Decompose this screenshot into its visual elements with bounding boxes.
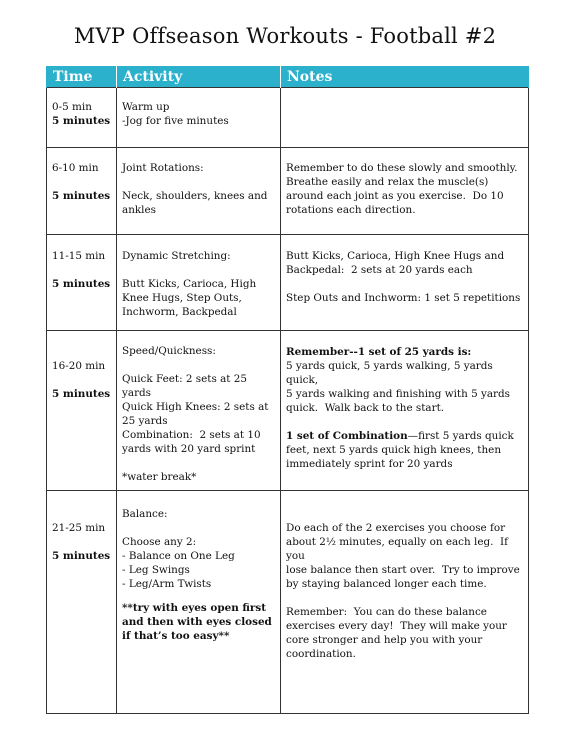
time-cell: [47, 331, 117, 491]
activity-line: -Jog for five minutes: [122, 115, 229, 127]
activity-line: Inchworm, Backpedal: [122, 306, 237, 318]
activity-line: Combination: 2 sets at 10: [122, 429, 261, 441]
activity-line: [122, 521, 275, 535]
table-row: [47, 235, 529, 331]
activity-line: Neck, shoulders, knees and: [122, 190, 268, 202]
notes-line: exercises every day! They will make your: [286, 620, 507, 632]
activity-cell: [117, 491, 281, 714]
duration: 5 minutes: [52, 550, 111, 562]
time-cell: [47, 491, 117, 714]
activity-line: - Leg Swings: [122, 564, 190, 576]
time-range: 0-5 min: [52, 101, 92, 113]
activity-line: Dynamic Stretching:: [122, 250, 231, 262]
table-row: [47, 331, 529, 491]
time-cell: [47, 88, 117, 148]
time-range: 11-15 min: [52, 250, 106, 262]
activity-line: [122, 456, 275, 470]
activity-line: yards with 20 yard sprint: [122, 443, 256, 455]
notes-heading: Remember--1 set of 25 yards is:: [286, 346, 472, 358]
activity-note: **try with eyes open first: [122, 602, 267, 614]
activity-line: Quick High Knees: 2 sets at: [122, 401, 269, 413]
duration: 5 minutes: [52, 190, 111, 202]
duration: 5 minutes: [52, 388, 111, 400]
duration: 5 minutes: [52, 278, 111, 290]
time-cell: [47, 235, 117, 331]
table-row: [47, 88, 529, 148]
duration: 5 minutes: [52, 115, 111, 127]
activity-line: Balance:: [122, 508, 168, 520]
column-header-notes: Notes: [281, 66, 529, 88]
activity-line: Warm up: [122, 101, 170, 113]
activity-note: and then with eyes closed: [122, 616, 272, 628]
time-range: 21-25 min: [52, 522, 106, 534]
notes-line: by staying balanced longer each time.: [286, 578, 487, 590]
time-range: 6-10 min: [52, 162, 99, 174]
activity-line: Butt Kicks, Carioca, High: [122, 278, 257, 290]
activity-note: if that’s too easy**: [122, 630, 230, 642]
notes-line: Breathe easily and relax the muscle(s): [286, 176, 489, 188]
notes-cell: [281, 148, 529, 235]
activity-line: [122, 263, 275, 277]
notes-cell: [281, 88, 529, 148]
time-cell: [47, 148, 117, 235]
table-header-row: [47, 66, 529, 88]
table-row: [47, 148, 529, 235]
notes-line: Remember: You can do these balance: [286, 606, 487, 618]
notes-line: Step Outs and Inchworm: 1 set 5 repetitions: [286, 292, 521, 304]
notes-line: 5 yards walking and finishing with 5 yards: [286, 388, 511, 400]
notes-line: lose balance then start over. Try to improve: [286, 564, 520, 576]
notes-line: core stronger and help you with your: [286, 634, 483, 646]
activity-line: Choose any 2:: [122, 536, 197, 548]
activity-line: [122, 175, 275, 189]
activity-line: - Leg/Arm Twists: [122, 578, 212, 590]
activity-line: - Balance on One Leg: [122, 550, 235, 562]
notes-cell: [281, 235, 529, 331]
table-row: [47, 491, 529, 714]
notes-cell: [281, 331, 529, 491]
notes-cell: [281, 491, 529, 714]
column-header-time: Time: [47, 66, 117, 88]
notes-heading: 1 set of Combination: [286, 430, 408, 442]
activity-line: 25 yards: [122, 415, 168, 427]
workout-table: [46, 66, 529, 714]
activity-line: Quick Feet: 2 sets at 25 yards: [122, 373, 251, 399]
notes-line: coordination.: [286, 648, 356, 660]
notes-line: feet, next 5 yards quick high knees, then: [286, 444, 502, 456]
notes-line: [286, 277, 523, 291]
page-title: MVP Offseason Workouts - Football #2: [73, 24, 497, 48]
notes-line: Do each of the 2 exercises you choose for: [286, 522, 506, 534]
activity-cell: [117, 331, 281, 491]
notes-line: [286, 591, 523, 605]
activity-line: ankles: [122, 204, 156, 216]
activity-line: Knee Hugs, Step Outs,: [122, 292, 242, 304]
activity-cell: [117, 88, 281, 148]
activity-line: Speed/Quickness:: [122, 345, 216, 357]
time-range: 16-20 min: [52, 360, 106, 372]
notes-line: —first 5 yards quick: [407, 430, 514, 442]
notes-line: Butt Kicks, Carioca, High Knee Hugs and: [286, 250, 505, 262]
activity-line: [122, 358, 275, 372]
activity-cell: [117, 235, 281, 331]
notes-line: about 2½ minutes, equally on each leg. If you: [286, 536, 512, 562]
notes-line: quick. Walk back to the start.: [286, 402, 445, 414]
activity-line: Joint Rotations:: [122, 162, 204, 174]
activity-cell: [117, 148, 281, 235]
activity-line: *water break*: [122, 471, 197, 483]
notes-line: Remember to do these slowly and smoothly.: [286, 162, 518, 174]
notes-line: around each joint as you exercise. Do 10: [286, 190, 504, 202]
notes-line: immediately sprint for 20 yards: [286, 458, 453, 470]
notes-line: Backpedal: 2 sets at 20 yards each: [286, 264, 473, 276]
column-header-activity: Activity: [117, 66, 281, 88]
notes-line: rotations each direction.: [286, 204, 416, 216]
notes-line: 5 yards quick, 5 yards walking, 5 yards quick,: [286, 360, 497, 386]
